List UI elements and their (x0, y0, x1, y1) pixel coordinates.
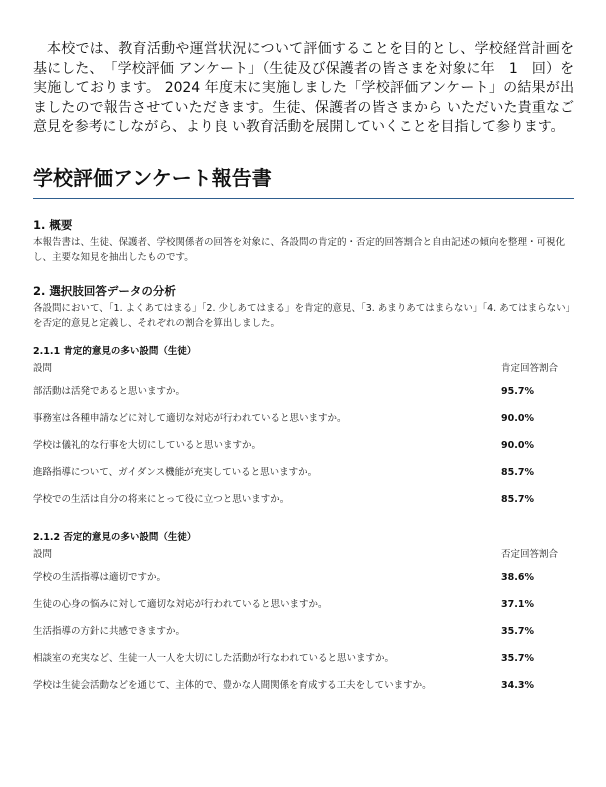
question-cell: 生徒の心身の悩みに対して適切な対応が行われていると思いますか。 (33, 598, 328, 610)
section-analysis-body: 各設問において、「1. よくあてはまる」「2. 少しあてはまる」を肯定的意見、「3. あまりあてはまらない」「4. あてはまらない」を否定的意見と定義し、それぞれの割合を算出しました。 (33, 302, 571, 329)
question-cell: 学校の生活指導は適切ですか。 (33, 571, 167, 583)
column-header-question: 設問 (33, 362, 53, 374)
document-page (33, 40, 574, 699)
table-row (33, 591, 574, 618)
table-row (33, 618, 574, 645)
value-cell: 85.7% (501, 493, 534, 505)
question-cell: 相談室の充実など、生徒一人一人を大切にした活動が行なわれていると思いますか。 (33, 652, 395, 664)
negative-table (33, 547, 574, 699)
value-cell: 35.7% (501, 652, 534, 664)
section-overview-heading: 1. 概要 (33, 217, 73, 232)
value-cell: 35.7% (501, 625, 534, 637)
table-row (33, 432, 574, 459)
question-cell: 生活指導の方針に共感できますか。 (33, 625, 186, 637)
table-header-row (33, 547, 574, 564)
table-row (33, 405, 574, 432)
report-title: 学校評価アンケート報告書 (33, 164, 574, 199)
value-cell: 90.0% (501, 439, 534, 451)
value-cell: 95.7% (501, 385, 534, 397)
negative-table-heading: 2.1.2 否定的意見の多い設問（生徒） (33, 531, 197, 543)
table-row (33, 564, 574, 591)
table-row (33, 378, 574, 405)
intro-paragraph: 本校では、教育活動や運営状況について評価することを目的とし、学校経営計画を基にした、 「学校評価 アンケート」（生徒及び保護者の皆さまを対象に年 1 回）を実施しております。 2024 年度末に実施しました「学校評価アンケート」の結果が出ましたので報告させていただきます。生徒、保護者の皆さまから いただいた貴重なご意見を参考にしながら、より良 い教育活動を展開していくことを目指して参ります。 (33, 41, 574, 136)
value-cell: 38.6% (501, 571, 534, 583)
question-cell: 事務室は各種申請などに対して適切な対応が行われていると思いますか。 (33, 412, 347, 424)
question-cell: 学校は生徒会活動などを通じて、主体的で、豊かな人間関係を育成する工夫をしていますか。 (33, 679, 432, 691)
value-cell: 34.3% (501, 679, 534, 691)
value-cell: 85.7% (501, 466, 534, 478)
question-cell: 学校は儀礼的な行事を大切にしていると思いますか。 (33, 439, 262, 451)
table-header-row (33, 361, 574, 378)
positive-table (33, 361, 574, 513)
question-cell: 学校での生活は自分の将来にとって役に立つと思いますか。 (33, 493, 290, 505)
positive-table-heading: 2.1.1 肯定的意見の多い設問（生徒） (33, 345, 197, 357)
column-header-value: 否定回答割合 (501, 548, 559, 560)
column-header-question: 設問 (33, 548, 53, 560)
value-cell: 37.1% (501, 598, 534, 610)
table-row (33, 459, 574, 486)
column-header-value: 肯定回答割合 (501, 362, 559, 374)
table-row (33, 486, 574, 513)
section-analysis-heading: 2. 選択肢回答データの分析 (33, 283, 176, 298)
table-row (33, 672, 574, 699)
section-overview-body: 本報告書は、生徒、保護者、学校関係者の回答を対象に、各設問の肯定的・否定的回答割合と自由記述の傾向を整理・可視化し、主要な知見を抽出したものです。 (33, 236, 566, 263)
table-row (33, 645, 574, 672)
value-cell: 90.0% (501, 412, 534, 424)
question-cell: 部活動は活発であると思いますか。 (33, 385, 186, 397)
question-cell: 進路指導について、ガイダンス機能が充実していると思いますか。 (33, 466, 318, 478)
